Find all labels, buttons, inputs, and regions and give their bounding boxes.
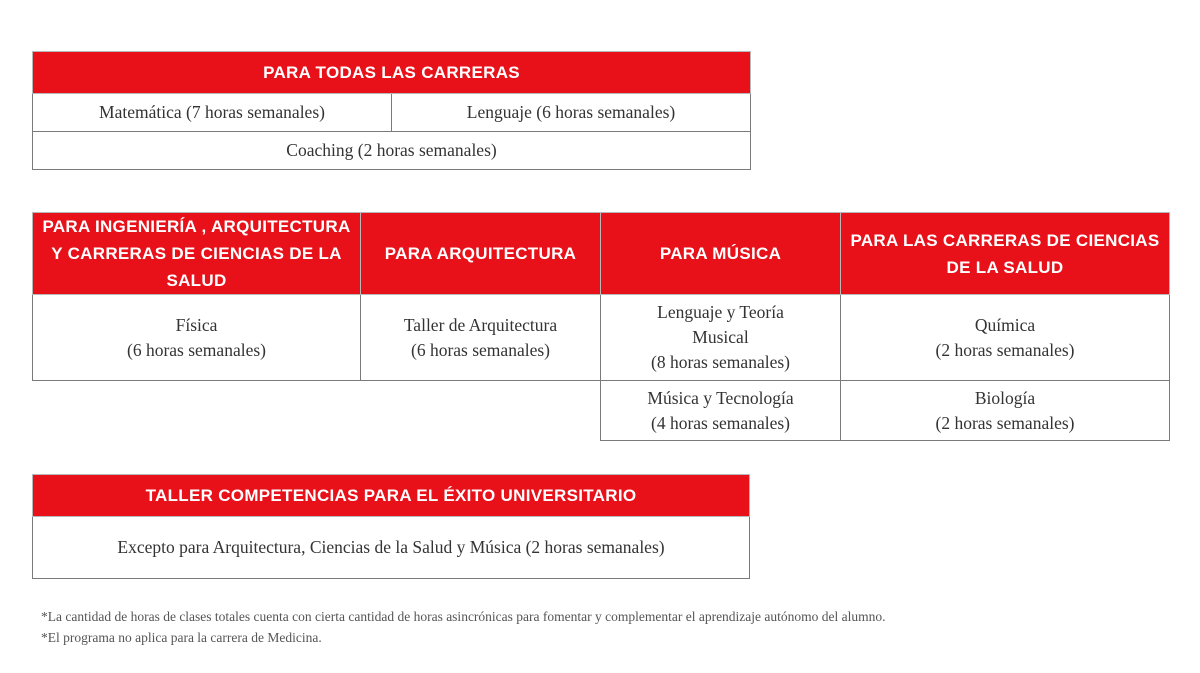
course-name: Taller de Arquitectura bbox=[403, 314, 558, 335]
music-header: PARA MÚSICA bbox=[601, 213, 841, 295]
all-careers-header: PARA TODAS LAS CARRERAS bbox=[33, 52, 751, 94]
chemistry-cell bbox=[841, 295, 1170, 381]
music-technology-cell bbox=[601, 381, 841, 441]
course-hours: (2 horas semanales) bbox=[935, 412, 1075, 433]
course-hours: (6 horas semanales) bbox=[411, 339, 550, 360]
music-theory-cell bbox=[601, 295, 841, 381]
engineering-header: PARA INGENIERÍA , ARQUITECTURA Y CARRERAS DE CIENCIAS DE LA SALUD bbox=[33, 213, 361, 295]
course-name: Química bbox=[974, 314, 1036, 335]
all-careers-table bbox=[32, 51, 751, 170]
workshop-table bbox=[32, 474, 750, 579]
empty-cell bbox=[33, 381, 601, 441]
workshop-body: Excepto para Arquitectura, Ciencias de la Salud y Música (2 horas semanales) bbox=[33, 517, 750, 579]
course-hours: (8 horas semanales) bbox=[651, 352, 790, 372]
language-cell: Lenguaje (6 horas semanales) bbox=[392, 94, 751, 132]
course-hours: (4 horas semanales) bbox=[651, 412, 790, 433]
biology-cell bbox=[841, 381, 1170, 441]
architecture-workshop-cell bbox=[361, 295, 601, 381]
course-hours: (6 horas semanales) bbox=[127, 339, 266, 360]
footnotes bbox=[41, 606, 886, 648]
course-name: Música y Tecnología bbox=[647, 387, 794, 408]
physics-cell bbox=[33, 295, 361, 381]
architecture-header: PARA ARQUITECTURA bbox=[361, 213, 601, 295]
coaching-cell: Coaching (2 horas semanales) bbox=[33, 132, 751, 170]
workshop-header: TALLER COMPETENCIAS PARA EL ÉXITO UNIVERSITARIO bbox=[33, 475, 750, 517]
health-header: PARA LAS CARRERAS DE CIENCIAS DE LA SALUD bbox=[841, 213, 1170, 295]
course-name: Lenguaje y Teoría Musical bbox=[657, 302, 784, 347]
course-name: Física bbox=[175, 314, 218, 335]
footnote: *El programa no aplica para la carrera de Medicina. bbox=[41, 630, 322, 645]
footnote: *La cantidad de horas de clases totales cuenta con cierta cantidad de horas asincrónicas para fomentar y complementar el aprendizaje autónomo del alumno. bbox=[41, 609, 886, 624]
math-cell: Matemática (7 horas semanales) bbox=[33, 94, 392, 132]
specific-careers-table bbox=[32, 212, 1170, 441]
course-name: Biología bbox=[974, 387, 1036, 408]
course-hours: (2 horas semanales) bbox=[935, 339, 1075, 360]
